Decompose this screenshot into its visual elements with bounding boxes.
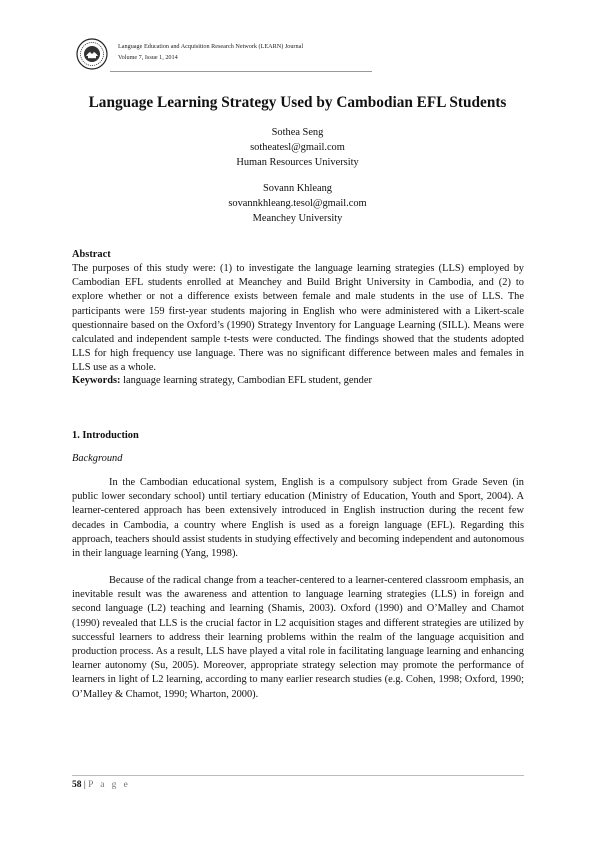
page-number: 58 (72, 780, 82, 790)
author-block-2 (0, 181, 595, 226)
author-block-1 (0, 125, 595, 170)
body-paragraph: Because of the radical change from a teacher-centered to a learner-centered classroom emphasis, an inevitable result was the awareness and attention to language learning strategies (LLS) in foreign and second language (L2) teaching and learning (Shamis, 2003). Oxford (1990) and O’Malley and Chamot (1990) revealed that LLS is the crucial factor in L2 acquisition stages and different strategies are utilized by successful learners to address their learning problems within the realm of the language acquisition and production process. As a result, LLS have played a vital role in facilitating language learning and enhancing learner autonomy (Su, 2005). Moreover, appropriate strategy selection may promote the performance of learners in light of L2 learning, according to many earlier research studies (e.g. Cohen, 1998; Oxford, 1990; O’Malley & Chamot, 1990; Wharton, 2000). (72, 575, 524, 700)
keywords-label: Keywords: (72, 375, 121, 386)
subsection-heading-background: Background (72, 453, 123, 464)
author-affiliation: Meanchey University (252, 213, 343, 224)
footer-divider (72, 775, 524, 776)
journal-seal-logo-icon (76, 38, 108, 70)
keywords-line (72, 374, 524, 388)
section-heading-introduction: 1. Introduction (72, 430, 139, 441)
paper-title: Language Learning Strategy Used by Cambodian EFL Students (88, 94, 507, 111)
page-label: P a g e (88, 780, 131, 790)
author-affiliation: Human Resources University (236, 157, 359, 168)
volume-issue: Volume 7, Issue 1, 2014 (118, 54, 178, 61)
page-footer (72, 779, 130, 791)
author-name: Sovann Khleang (263, 183, 332, 194)
author-email: sovannkhleang.tesol@gmail.com (228, 198, 367, 209)
body-paragraph: In the Cambodian educational system, English is a compulsory subject from Grade Seven (in public lower secondary school) until tertiary education (Ministry of Education, Youth and Sport, 2004). A learner-centered approach has been extensively introduced in English instruction during the recent few decades in Cambodia, a country where English is used as a foreign language (EFL). Regarding this approach, teachers should assist students in studying effectively and becoming independent and autonomous in their language learning (Yang, 1998). (72, 477, 524, 560)
author-name: Sothea Seng (271, 127, 324, 138)
header-divider (110, 71, 372, 72)
abstract-heading: Abstract (72, 249, 111, 260)
footer-separator: | (81, 780, 89, 790)
author-email: sotheatesl@gmail.com (250, 142, 345, 153)
journal-header (76, 38, 346, 72)
keywords-text: language learning strategy, Cambodian EFL student, gender (123, 375, 372, 386)
journal-name: Language Education and Acquisition Research Network (LEARN) Journal (118, 43, 304, 50)
abstract-text: The purposes of this study were: (1) to investigate the language learning strategies (LLS) employed by Cambodian EFL students enrolled at Meanchey and Build Bright University in Cambodia, and (2) to explore whether or not a difference exists between female and male students in the use of LLS. The participants were 159 first-year students majoring in English who were administered with a Likert-scale questionnaire based on the Oxford’s (1990) Strategy Inventory for Language Learning (SILL). Means were calculated and independent sample t-tests were conducted. The findings showed that the students adopted LLS for high frequency use language. There was no significant difference between males and females in LLS use as a whole. (72, 263, 524, 374)
